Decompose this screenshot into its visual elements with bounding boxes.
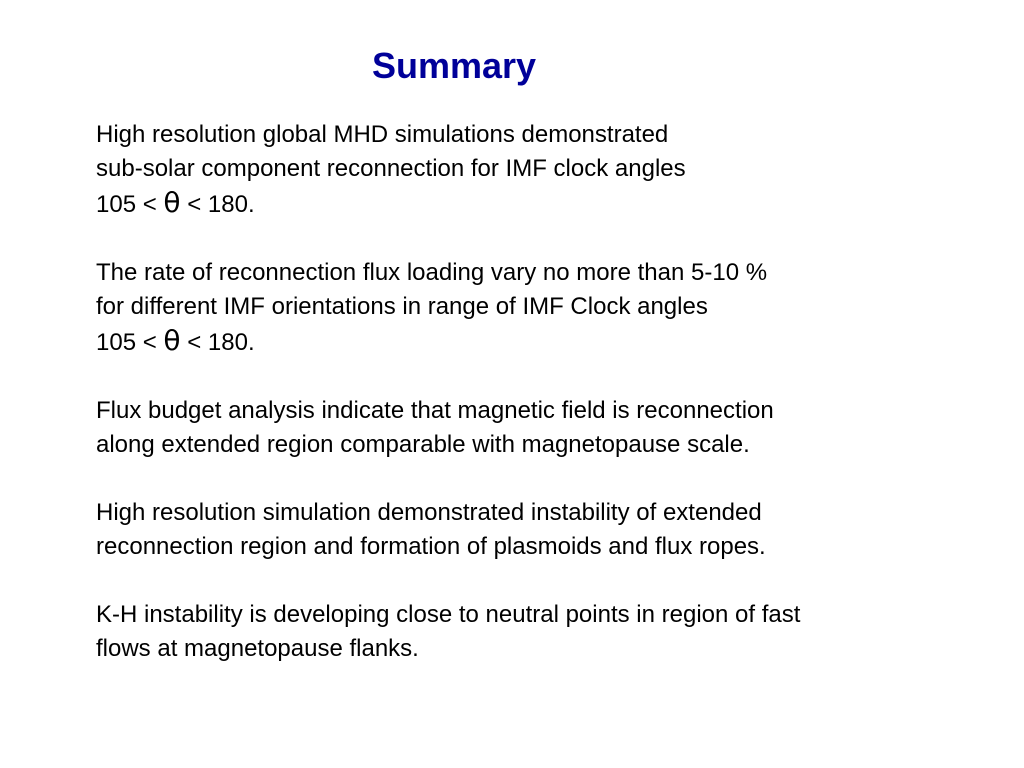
paragraph-line: The rate of reconnection flux loading vary no more than 5-10 % [96,259,768,286]
theta-symbol: θ [163,324,181,357]
paragraph-line: Flux budget analysis indicate that magnetic field is reconnection [96,397,774,424]
paragraph-line: High resolution global MHD simulations demonstrated [96,121,669,148]
summary-paragraph-3 [96,394,976,462]
clock-angle-range [96,186,976,222]
summary-body [96,118,976,700]
summary-paragraph-5 [96,598,976,666]
range-suffix: < 180. [180,191,255,218]
summary-paragraph-4 [96,496,976,564]
paragraph-line: flows at magnetopause flanks. [96,635,419,662]
paragraph-line: sub-solar component reconnection for IMF clock angles [96,155,686,182]
clock-angle-range [96,324,976,360]
summary-paragraph-2 [96,256,976,360]
range-suffix: < 180. [180,329,255,356]
range-prefix: 105 < [96,329,164,356]
summary-paragraph-1 [96,118,976,222]
slide-title: Summary [371,45,537,86]
paragraph-line: along extended region comparable with magnetopause scale. [96,431,750,458]
paragraph-line: for different IMF orientations in range of IMF Clock angles [96,293,708,320]
paragraph-line: reconnection region and formation of plasmoids and flux ropes. [96,533,766,560]
paragraph-line: K-H instability is developing close to neutral points in region of fast [96,601,801,628]
range-prefix: 105 < [96,191,164,218]
theta-symbol: θ [163,186,181,219]
paragraph-line: High resolution simulation demonstrated instability of extended [96,499,762,526]
